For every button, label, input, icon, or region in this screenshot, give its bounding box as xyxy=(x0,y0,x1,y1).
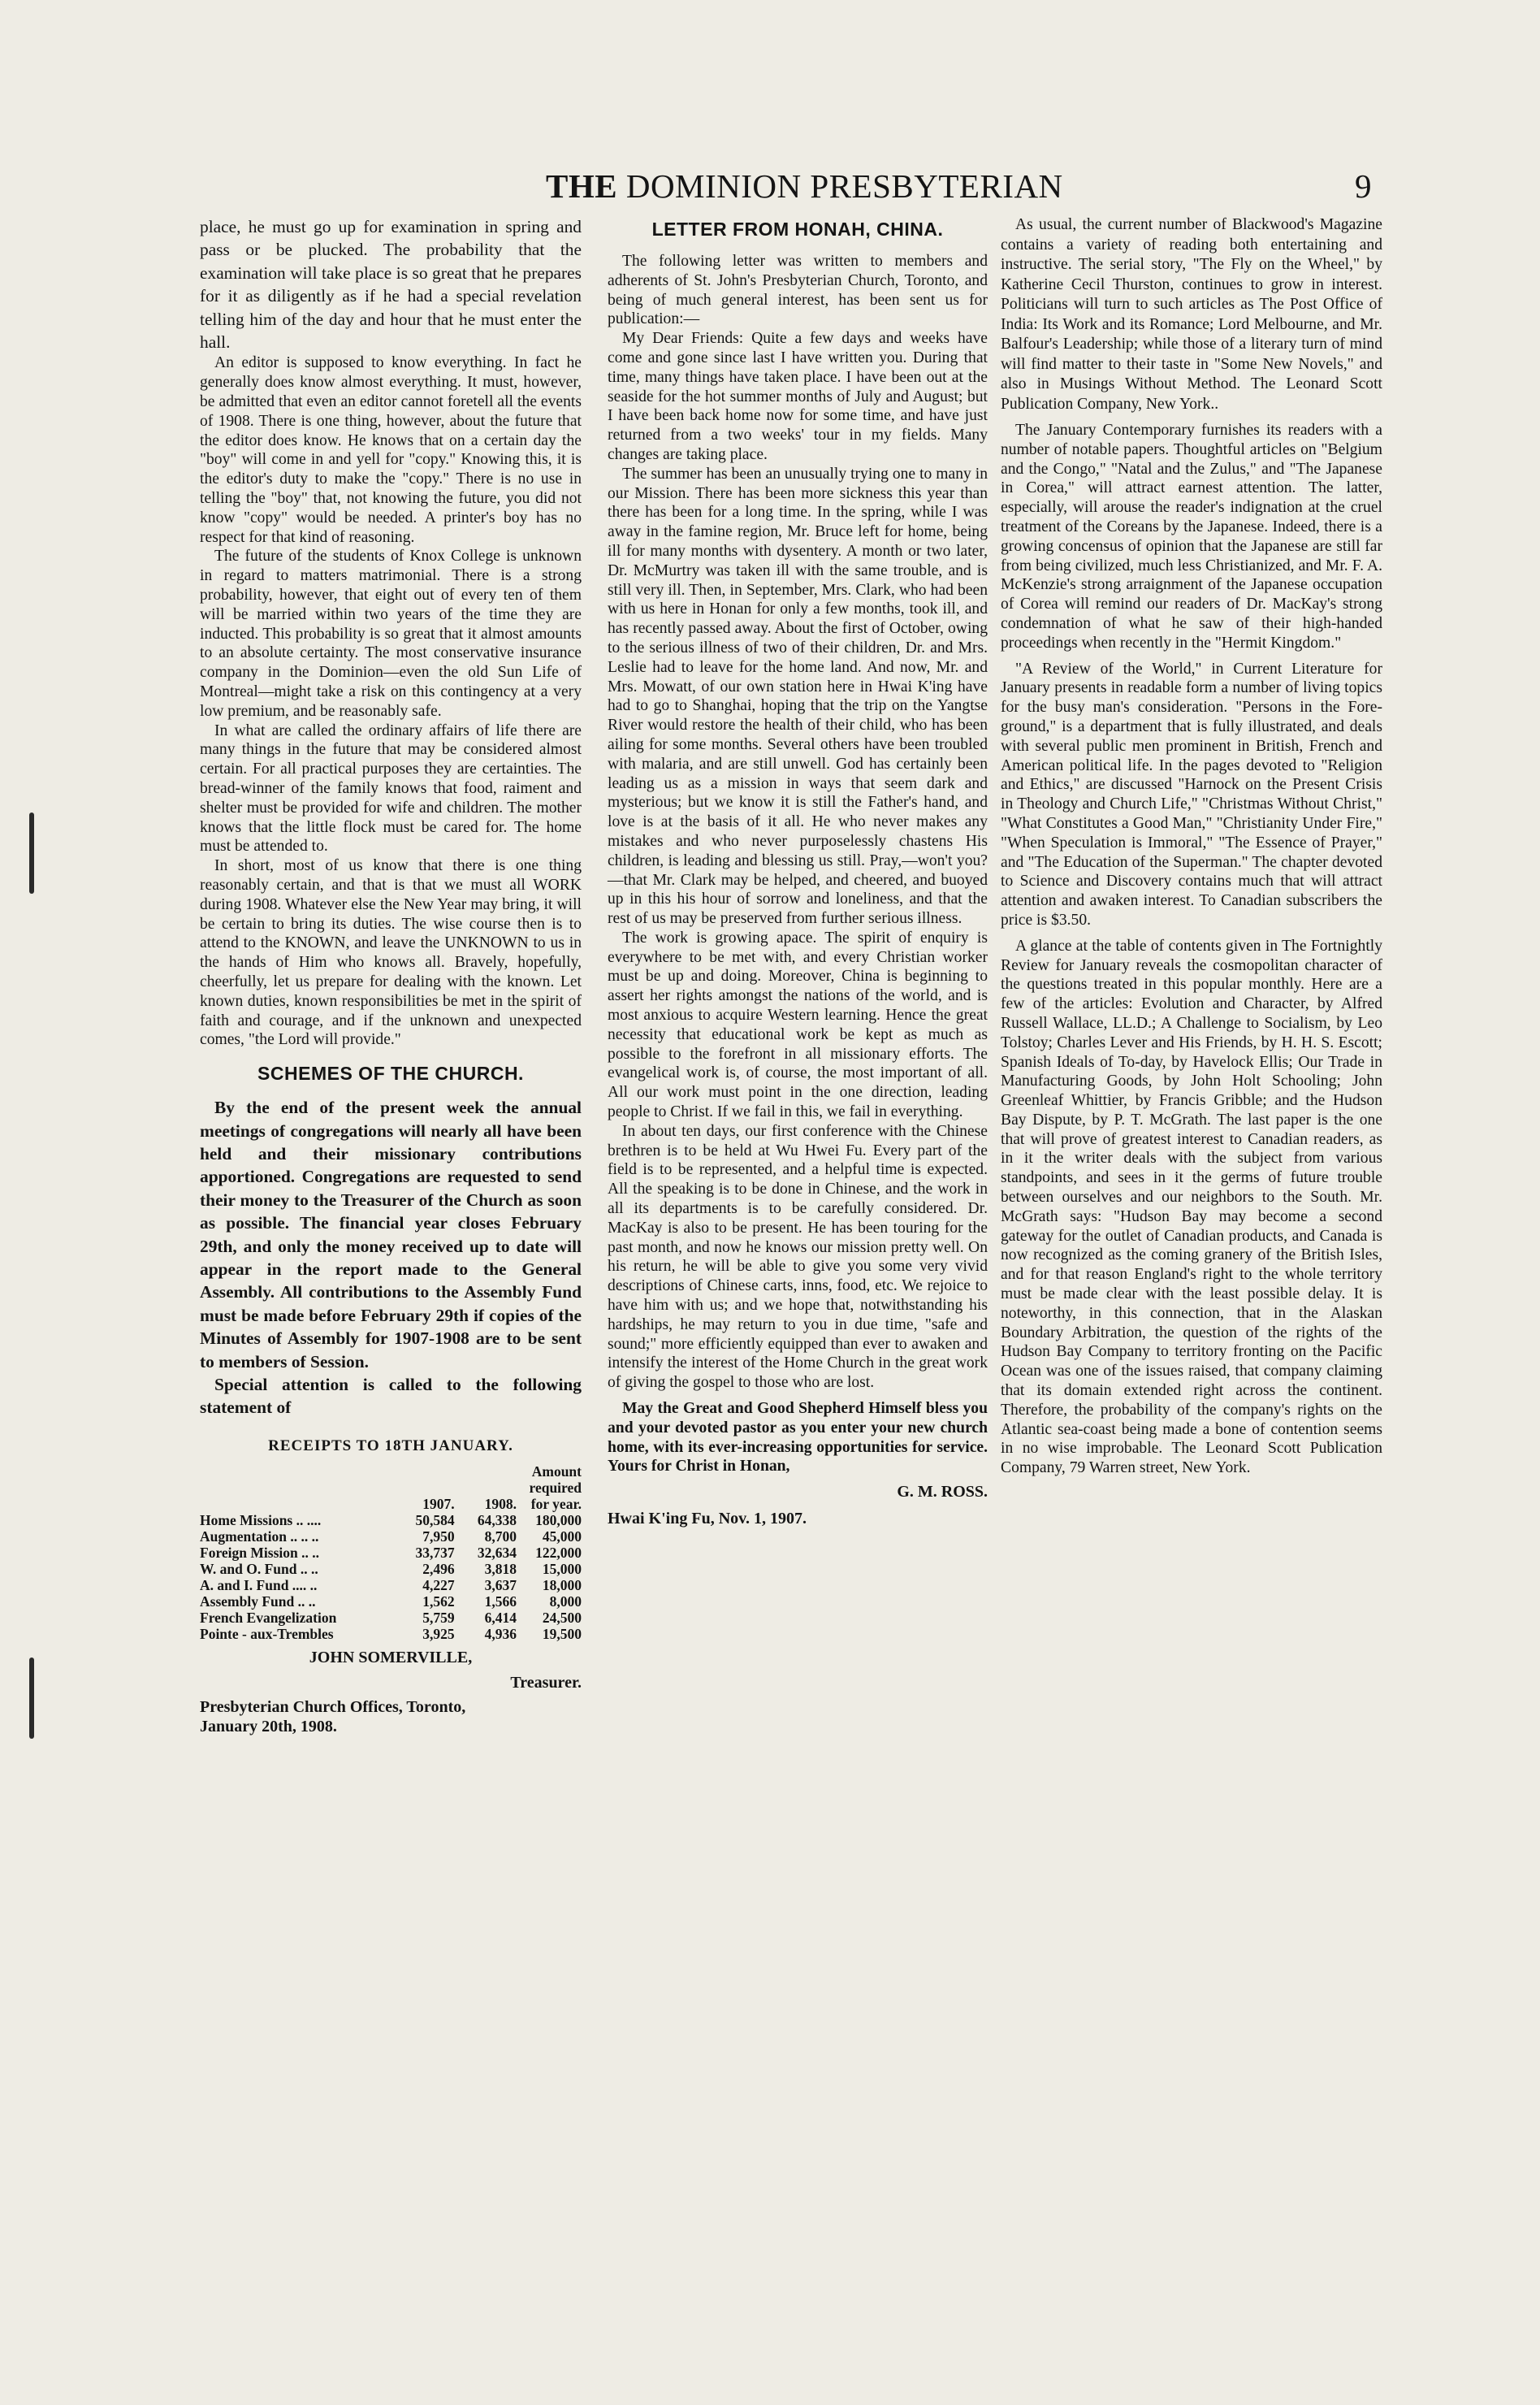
letter-paragraph: My Dear Friends: Quite a few days and weeks have come and gone since last I have written you. During that time, many things have taken place. I have been out at the seaside for the hot summer months of July and August; but I have been back home now for some time, and have just returned from a two weeks' tour in my fields. Many changes are taking place. xyxy=(608,330,988,463)
column-3 xyxy=(1001,215,1382,1478)
letter-paragraph: The work is growing apace. The spirit of enquiry is everywhere to be met with, and every Christian worker must be up and doing. Moreover, China is beginning to assert her rights amongst the nations of the world, and is most anxious to acquire Western learning. Hence the great necessity that educational work be kept as much as possible to the forefront in all missionary efforts. The evangelical work is, of course, the most important of all. All our work must point in the one direction, leading people to Christ. If we fail in this, we fail in everything. xyxy=(608,929,988,1121)
letter-paragraph: In about ten days, our first conference with the Chinese brethren is to be held at Wu Hwei Fu. Every part of the field is to be represented, and a helpful time is expected. All the speaking is to be done in Chinese, and the work in all its departments is to be carefully considered. Dr. MacKay is also to be present. He has been touring for the past month, and now he knows our mission pretty well. On his return, he will be able to give you some very vivid descriptions of Chinese carts, inns, food, etc. We rejoice to have him with us; and we hope that, notwithstanding his hardships, he may return to you in due time, "safe and sound;" more efficiently equipped than ever to awaken and intensify the interest of the Home Church in the great work of giving the gospel to those who are lost. xyxy=(608,1122,988,1392)
receipts-table xyxy=(200,1463,582,1642)
table-cell: 32,634 xyxy=(477,1544,517,1561)
table-cell: 3,925 xyxy=(422,1625,455,1642)
col3-paragraph: "A Review of the World," in Current Literature for January presents in readable form a number of living topics for the busy man's consideration. "Persons in the Fore-ground," is a department that is fully illustrated, and deals with several public men prominent in British, French and American political life. In the pages devoted to "Religion and Ethics," are discussed "Harnock on the Present Crisis in Theology and Church Life," "Christmas Without Christ," "What Constitutes a Good Man," "Christianity Under Fire," "When Speculation is Immoral," "The Essence of Prayer," and "The Education of the Superman." The chapter devoted to Science and Discovery contains much that will attract attention and awaken interest. To Canadian subscribers the price is $3.50. xyxy=(1001,660,1382,929)
table-row xyxy=(200,1593,582,1610)
letter-paragraph: The following letter was written to members and adherents of St. John's Presbyterian Church, Toronto, and being of much general interest, has been sent us for publication:— xyxy=(608,253,988,328)
table-cell: 4,936 xyxy=(484,1625,517,1642)
table-cell: 180,000 xyxy=(535,1511,582,1528)
table-row xyxy=(200,1545,582,1561)
table-row xyxy=(200,1528,582,1545)
column-1 xyxy=(200,215,582,1736)
table-cell: 18,000 xyxy=(542,1576,582,1593)
table-cell: 50,584 xyxy=(415,1511,455,1528)
table-cell: A. and I. Fund .... .. xyxy=(200,1576,318,1593)
letter-dateline: Hwai K'ing Fu, Nov. 1, 1907. xyxy=(608,1510,807,1528)
page-number: 9 xyxy=(1355,167,1372,205)
schemes-paragraph: Special attention is called to the following statement of xyxy=(200,1375,582,1418)
column-2 xyxy=(608,215,988,1528)
table-row xyxy=(200,1577,582,1593)
col1-paragraph: place, he must go up for examination in spring and pass or be plucked. The probability that the examination will take place is so great that he prepares for it as diligently as if he had a special revelation telling him of the day and hour that he must enter the hall. xyxy=(200,217,582,353)
col3-paragraph: A glance at the table of contents given in The Fortnightly Review for January reveals the cosmopolitan character of the questions treated in this popular monthly. Here are a few of the articles: Evolution and Character, by Alfred Russell Wallace, LL.D.; A Challenge to Socialism, by Leo Tolstoy; Charles Lever and His Friends, by H. H. S. Escott; Spanish Ideals of To-day, by Havelock Ellis; Our Trade in Manufacturing Goods, by John Holt Schooling; John Greenleaf Whittier, by Francis Gribble; and the Hudson Bay Dispute, by P. T. McGrath. The last paper is the one that will prove of greatest interest to Canadian readers, as in it the writer deals with the subject from various standpoints, and sees in it the germs of future trouble between ourselves and our neighbors to the South. Mr. McGrath says: "Hudson Bay may become a second gateway for the outlet of Canadian products, and Canada is now recognized as the coming granery of the British Isles, and for that reason England's right to the whole territory must be made clear with the least possible delay. It is noteworthy, in this connection, that in the Alaskan Boundary Arbitration, the question of the rights of the Hudson Bay Company to territory fronting on the Pacific Ocean was one of the issues raised, that company claiming that its domain extended right across the continent. Therefore, the probability of the company's rights on the Atlantic sea-coast being made a bone of contention seems in no wise improbable. The Leonard Scott Publication Company, 79 Warren street, New York. xyxy=(1001,937,1382,1477)
receipts-header-cell: 1907. xyxy=(422,1495,455,1512)
table-cell: 45,000 xyxy=(542,1528,582,1545)
table-cell: 24,500 xyxy=(542,1609,582,1626)
col1-paragraph: The future of the students of Knox College is unknown in regard to matters matrimonial. There is a strong probability, however, that eight out of every ten of them will be married within two years of the time they are inducted. This probability is so great that it almost amounts to an absolute certainty. The most conservative insurance company in the Dominion—even the old Sun Life of Montreal—might take a risk on this contingency at a very low premium, and be reasonably safe. xyxy=(200,548,582,720)
treasurer-title: Treasurer. xyxy=(510,1673,582,1692)
col1-paragraph: An editor is supposed to know everything. In fact he generally does know almost everything. It must, however, be admitted that even an editor cannot foretell all the events of 1908. There is one thing, however, about the future that the editor does know. He knows that on a certain day the "boy" will come in and yell for "copy." Knowing this, it is the editor's duty to make the "copy." There is no use in telling the "boy" that, not knowing the future, you did not know "copy" would be needed. A printer's boy has no respect for that kind of reasoning. xyxy=(200,354,582,546)
receipts-header-cell: Amount required for year. xyxy=(529,1462,582,1512)
table-row xyxy=(200,1610,582,1626)
table-cell: 122,000 xyxy=(535,1544,582,1561)
table-cell: Home Missions .. .... xyxy=(200,1511,322,1528)
letter-sign-off: May the Great and Good Shepherd Himself bless you and your devoted pastor as you enter your new church home, with its ever-increasing opportunities for service. Yours for Christ in Honan, xyxy=(608,1400,988,1476)
table-cell: 64,338 xyxy=(477,1511,517,1528)
receipts-title: RECEIPTS TO 18TH JANUARY. xyxy=(268,1436,513,1454)
table-cell: 3,637 xyxy=(484,1576,517,1593)
office-line: Presbyterian Church Offices, Toronto, xyxy=(200,1697,466,1716)
page-title-the: THE xyxy=(546,167,618,205)
table-cell: French Evangelization xyxy=(200,1609,337,1626)
schemes-heading: SCHEMES OF THE CHURCH. xyxy=(257,1063,524,1085)
table-cell: 8,000 xyxy=(549,1592,582,1610)
binder-mark-top xyxy=(29,812,34,894)
table-cell: 33,737 xyxy=(415,1544,455,1561)
binder-mark-bottom-2 xyxy=(29,1698,34,1739)
col1-paragraph: In short, most of us know that there is one thing reasonably certain, and that is that we must all WORK during 1908. Whatever else the New Year may bring, it will be certain to bring its duties. The wise course then is to attend to the KNOWN, and leave the UNKNOWN to us in the hands of Him who knows all. Bravely, hopefully, cheerfully, let us prepare for dealing with the known. Let known duties, known responsibilities be met in the spirit of faith and courage, and if the unknown and unexpected comes, "the Lord will provide." xyxy=(200,857,582,1049)
table-cell: 5,759 xyxy=(422,1609,455,1626)
letter-heading: LETTER FROM HONAH, CHINA. xyxy=(651,219,944,240)
col3-paragraph: The January Contemporary furnishes its readers with a number of notable papers. Thoughtful articles on "Belgium and the Congo," "Natal and the Zulus," and "The Japanese in Corea," will attract earnest attention. The latter, especially, will arouse the reader's indignation at the cruel treatment of the Coreans by the Japanese. Indeed, there is a growing concensus of opinion that the Japanese are still far from being civilized, much less Christianized, and Mr. F. A. McKenzie's strong arraignment of the Japanese occupation of Corea will remind our readers of Dr. MacKay's strong condemnation of what he saw of their high-handed proceedings when recently in the "Hermit Kingdom." xyxy=(1001,422,1382,652)
table-cell: W. and O. Fund .. .. xyxy=(200,1560,318,1577)
table-cell: 15,000 xyxy=(542,1560,582,1577)
receipts-header-cell: 1908. xyxy=(484,1495,517,1512)
treasurer-name: JOHN SOMERVILLE, xyxy=(309,1648,473,1666)
table-cell: Augmentation .. .. .. xyxy=(200,1528,319,1545)
letter-paragraph: The summer has been an unusually trying one to many in our Mission. There has been more sickness this year than there has been for a long time. In the spring, while I was away in the famine region, Mr. Bruce left for home, being ill for many months with dysentery. A month or two later, Dr. McMurtry was taken ill with the same trouble, and is still very ill. Then, in September, Mrs. Clark, who had been with us here in Honan for only a few months, took ill, and has recently passed away. About the first of October, owing to the serious illness of two of their children, Dr. and Mrs. Leslie had to leave for the home land. And now, Mr. and Mrs. Mowatt, of our own station here in Hwai K'ing have had to go to Shanghai, hoping that the trip on the Yangtse River would restore the health of their child, who has been ailing for some months. Several others have been troubled with malaria, and are still unwell. God has certainly been leading us as a mission in ways that seem dark and mysterious; but we know it is still the Father's hand, and love is at the basis of it all. He who never makes any mistakes and who never purposelessly chastens His children, is leading and blessing us still. Pray,—won't you?—that Mr. Clark may be helped, and cheered, and buoyed up in this his hour of sorrow and loneliness, and that the rest of us may be preserved from further serious illness. xyxy=(608,465,988,928)
table-cell: 8,700 xyxy=(484,1528,517,1545)
receipts-header-cell xyxy=(200,1463,392,1512)
col1-paragraph: In what are called the ordinary affairs of life there are many things in the future that may be considered almost certain. For all practical purposes they are certainties. The bread-winner of the family knows that food, raiment and shelter must be provided for wife and children. The mother knows that the little flock must be cared for. The home must be attended to. xyxy=(200,722,582,856)
page-title xyxy=(546,167,1063,206)
table-cell: 1,562 xyxy=(422,1592,455,1610)
table-cell: 4,227 xyxy=(422,1576,455,1593)
page-title-rest: DOMINION PRESBYTERIAN xyxy=(625,167,1063,205)
table-cell: Pointe - aux-Trembles xyxy=(200,1625,334,1642)
schemes-paragraph: By the end of the present week the annual meetings of congregations will nearly all have been held and their missionary contributions apportioned. Congregations are requested to send their money to the Treasurer of the Church as soon as possible. The financial year closes February 29th, and only the money received up to date will appear in the report made to the General Assembly. All contributions to the Assembly Fund must be made before February 29th if copies of the Minutes of Assembly for 1907-1908 are to be sent to members of Session. xyxy=(200,1098,582,1372)
table-row xyxy=(200,1512,582,1528)
table-cell: 2,496 xyxy=(422,1560,455,1577)
table-cell: 7,950 xyxy=(422,1528,455,1545)
table-cell: 3,818 xyxy=(484,1560,517,1577)
letter-signature: G. M. ROSS. xyxy=(897,1483,988,1502)
table-cell: Assembly Fund .. .. xyxy=(200,1592,316,1610)
table-cell: 1,566 xyxy=(484,1592,517,1610)
col3-paragraph: As usual, the current number of Blackwood's Magazine contains a variety of reading both entertaining and instructive. The serial story, "The Fly on the Wheel," by Katherine Cecil Thurston, continues to grow in interest. Politicians will turn to such articles as The Post Office of India: Its Work and its Romance; Lord Melbourne, and Mr. Balfour's Leadership; while those of a literary turn of mind will find matter to their taste in "Some New Novels," and also in Musings Without Method. The Leonard Scott Publication Company, New York.. xyxy=(1001,216,1382,413)
table-cell: 19,500 xyxy=(542,1625,582,1642)
table-cell: Foreign Mission .. .. xyxy=(200,1544,319,1561)
receipts-header-row xyxy=(200,1463,582,1512)
table-cell: 6,414 xyxy=(484,1609,517,1626)
office-date: January 20th, 1908. xyxy=(200,1717,337,1736)
table-row xyxy=(200,1561,582,1577)
table-row xyxy=(200,1626,582,1642)
